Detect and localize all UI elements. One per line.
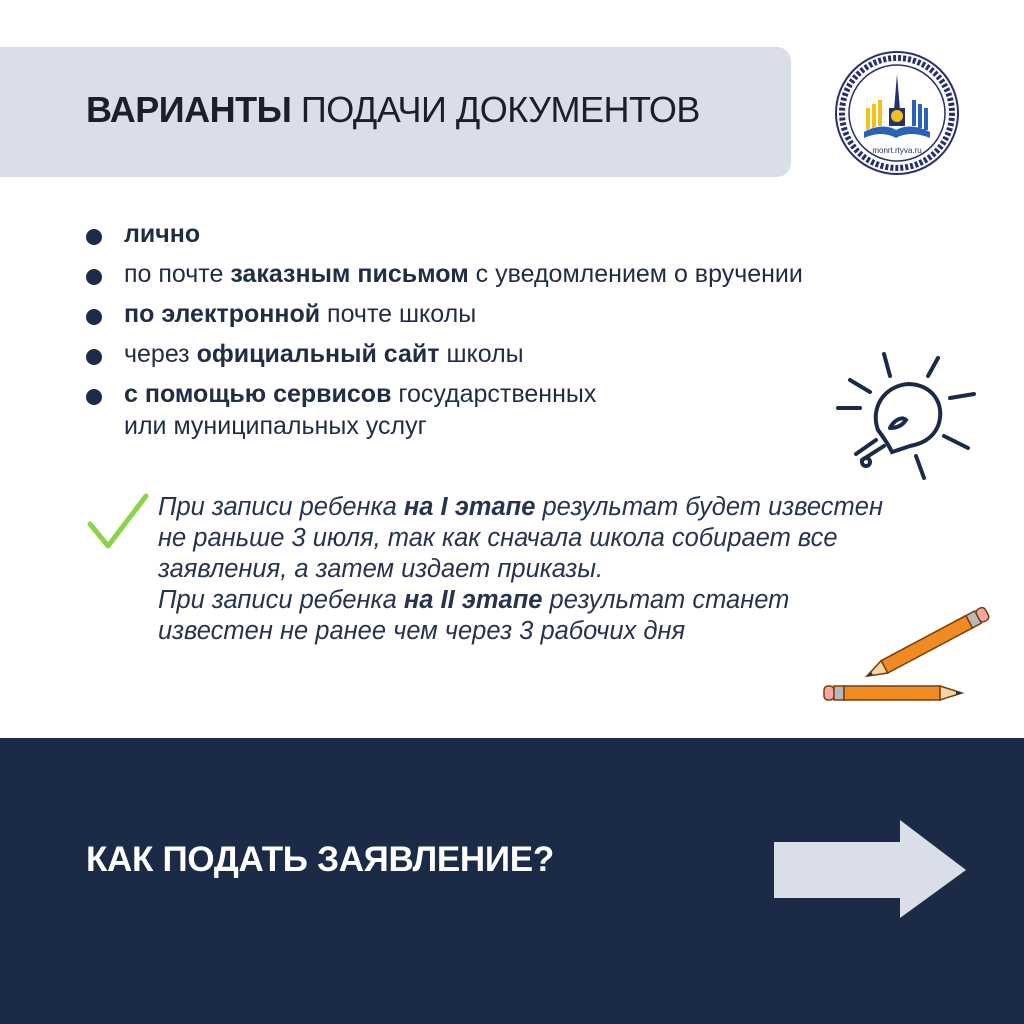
- list-item: через официальный сайт школы: [84, 338, 964, 370]
- option-bold: заказным письмом: [230, 260, 469, 288]
- bullet-icon: [86, 349, 102, 365]
- note-paragraph: При записи ребенка на I этапе результат будет известен не раньше 3 июля, так как сначала школа собирает все заявления, а затем издает приказы.: [158, 493, 884, 583]
- option-bold: официальный сайт: [196, 340, 440, 368]
- list-item: по почте заказным письмом с уведомлением о вручении: [84, 258, 964, 290]
- option-bold: лично: [124, 220, 201, 248]
- note-paragraph: При записи ребенка на II этапе результат станет известен не ранее чем через 3 рабочих дня: [158, 586, 790, 645]
- pencils-icon: [810, 606, 1000, 716]
- option-bold: по электронной: [124, 300, 321, 328]
- bullet-icon: [86, 309, 102, 325]
- bullet-icon: [86, 229, 102, 245]
- note-bold: на II этапе: [403, 586, 543, 614]
- option-bold: с помощью сервисов: [124, 380, 392, 408]
- option-line2: или муниципальных услуг: [124, 412, 427, 440]
- ministry-emblem-icon: [834, 50, 960, 176]
- bullet-icon: [86, 389, 102, 405]
- page-title: [86, 88, 700, 132]
- lightbulb-icon: [832, 348, 982, 488]
- list-item: [84, 218, 964, 250]
- logo-text: monrt.rtyva.ru: [872, 146, 922, 155]
- list-item: по электронной почте школы: [84, 298, 964, 330]
- list-item: с помощью сервисов государственных или муниципальных услуг: [84, 378, 964, 442]
- how-to-apply-heading: КАК ПОДАТЬ ЗАЯВЛЕНИЕ?: [86, 840, 554, 879]
- note-bold: на I этапе: [403, 493, 536, 521]
- page-title-rest: ПОДАЧИ ДОКУМЕНТОВ: [291, 89, 700, 130]
- stage-note: [158, 492, 898, 647]
- page-title-bold: ВАРИАНТЫ: [86, 89, 292, 130]
- checkmark-icon: [86, 492, 150, 554]
- bullet-icon: [86, 269, 102, 285]
- arrow-right-icon[interactable]: [774, 820, 968, 920]
